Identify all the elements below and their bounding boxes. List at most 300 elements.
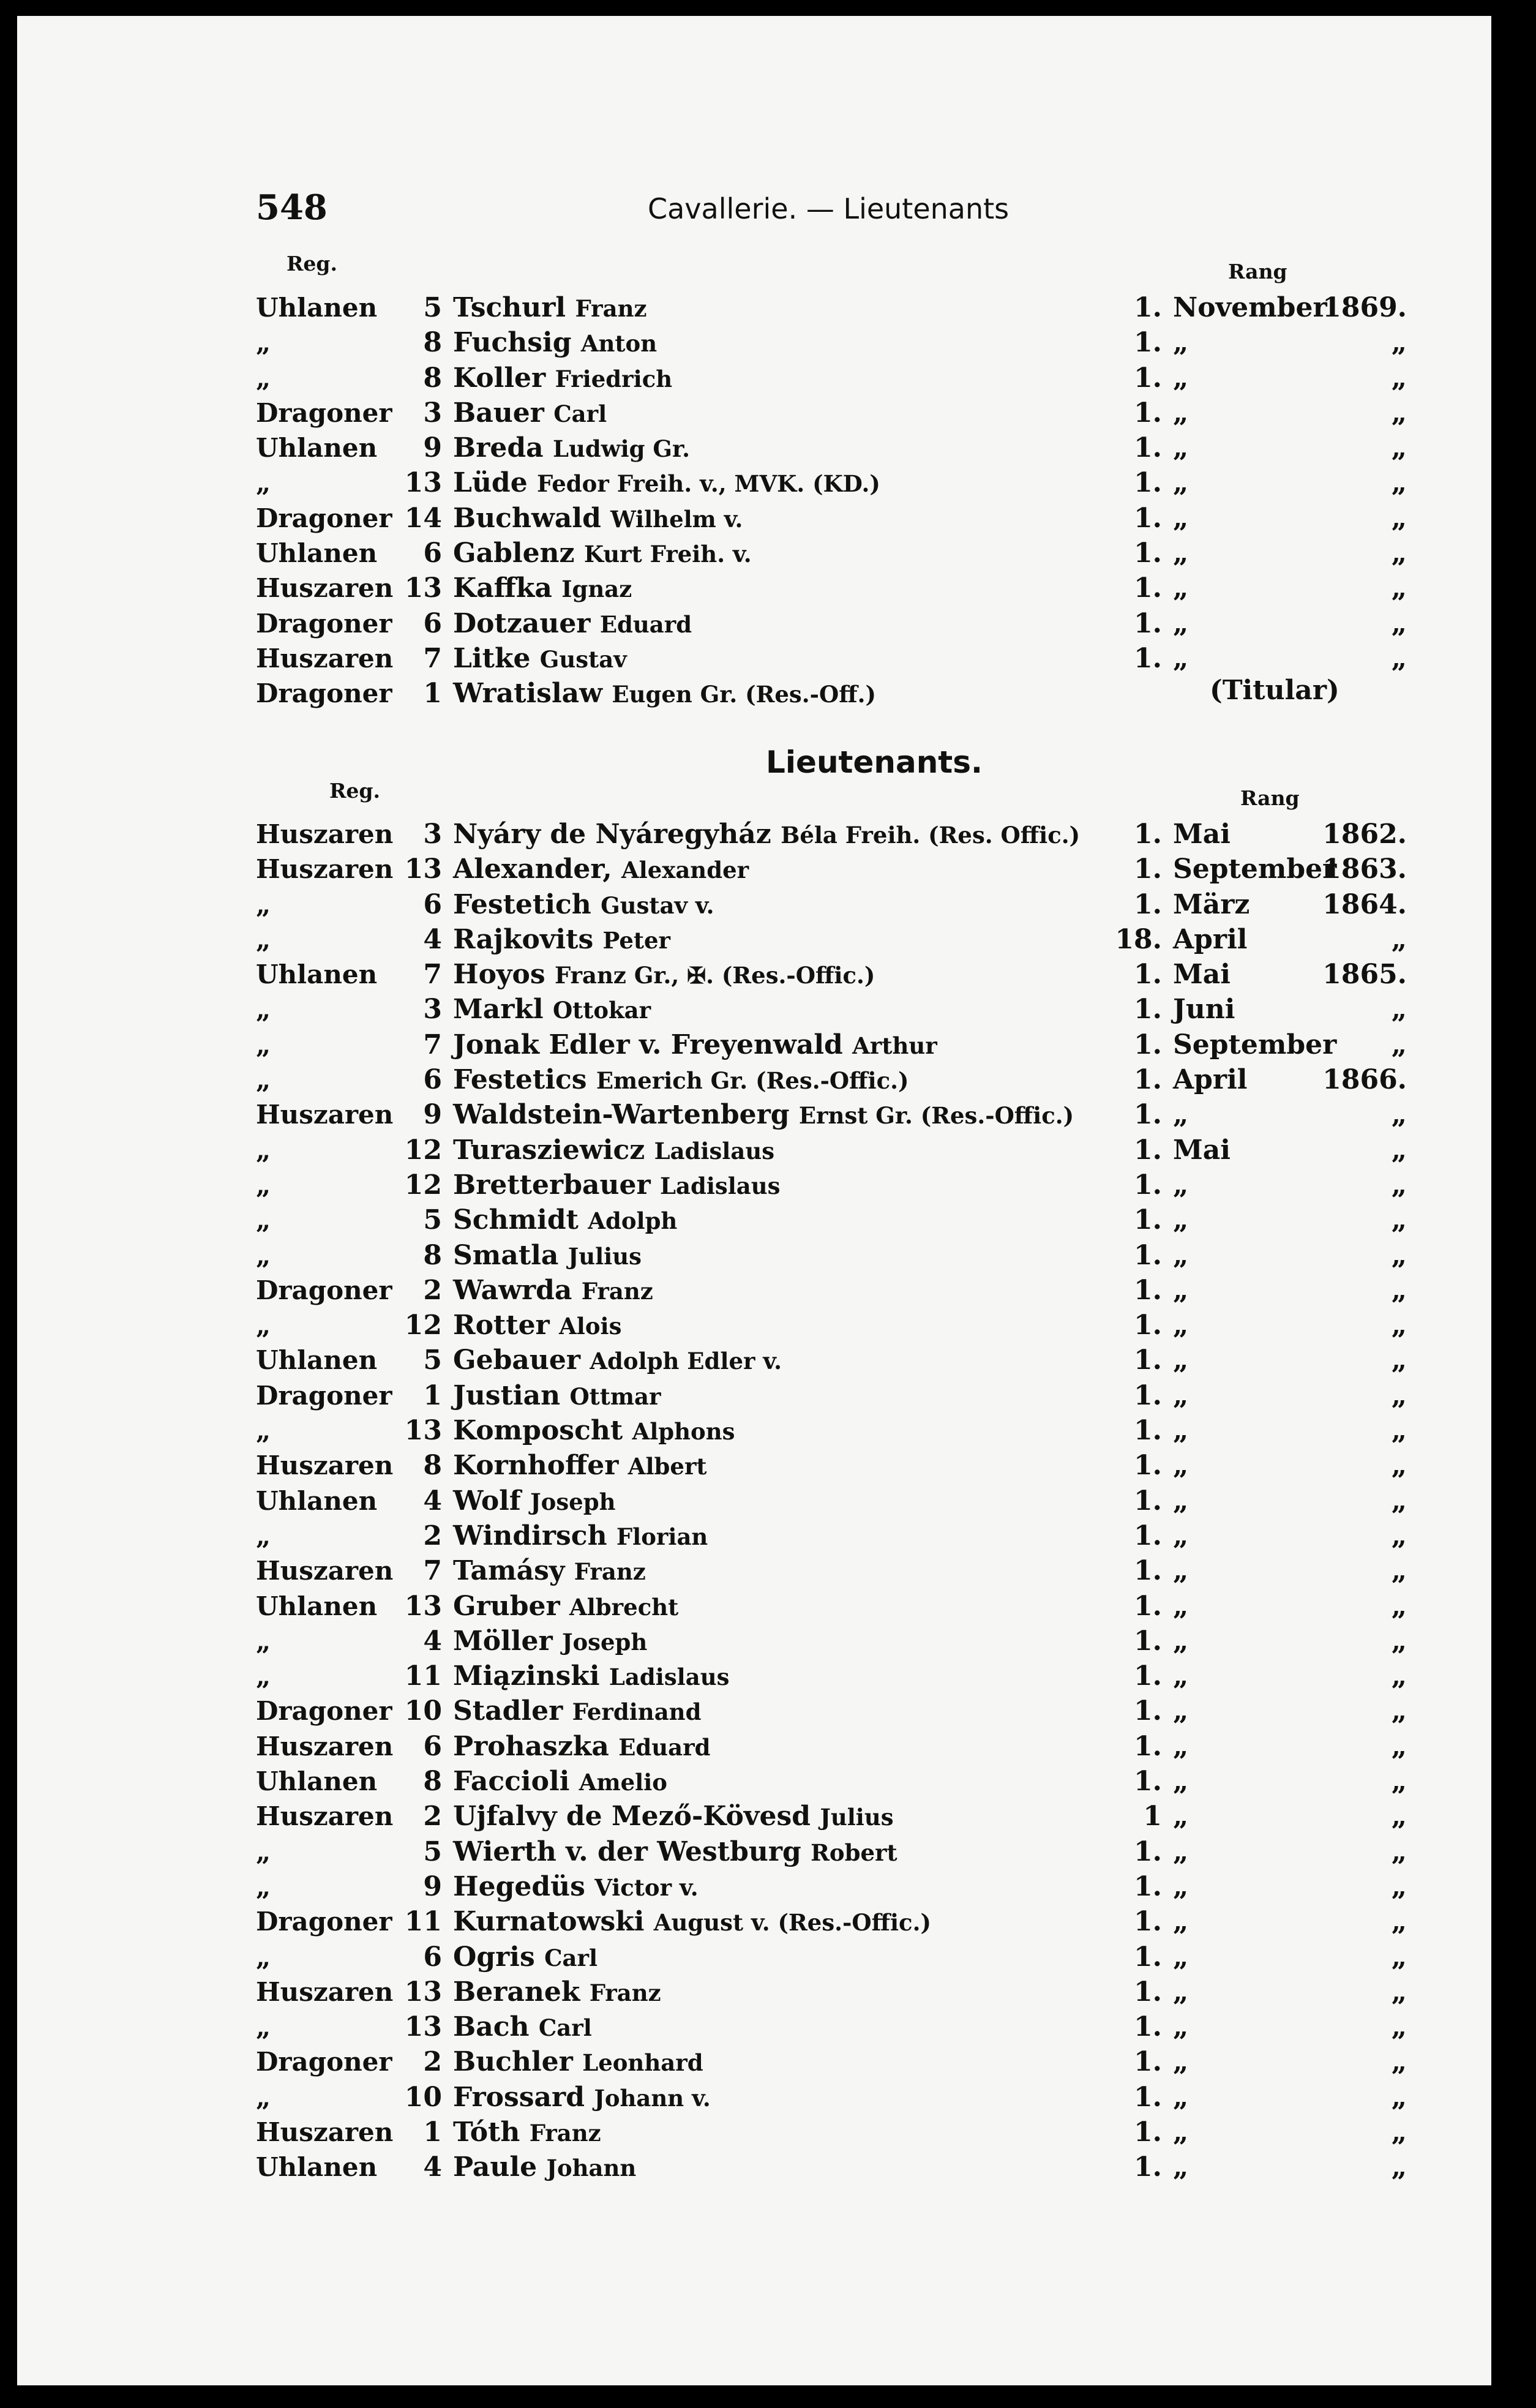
rank-day: 1.	[1134, 1485, 1162, 1517]
rank-year: „	[1391, 467, 1407, 499]
officer-surname: Jonak Edler v. Freyenwald	[453, 1029, 843, 1060]
rank-day: 1.	[1134, 1274, 1162, 1306]
officer-row	[17, 1027, 1491, 1062]
regiment-corps: „	[256, 924, 271, 955]
officer-given-name: Ernst Gr. (Res.-Offic.)	[798, 1102, 1074, 1130]
regiment-number: 6	[423, 1941, 442, 1973]
regiment-corps: Huszaren	[256, 2117, 394, 2147]
regiment-corps: Uhlanen	[256, 433, 378, 463]
officer-given-name: Eduard	[599, 610, 692, 638]
rank-day: 18.	[1115, 923, 1162, 955]
regiment-number: 11	[404, 1906, 442, 1938]
officer-surname: Ujfalvy de Mező-Kövesd	[453, 1801, 811, 1832]
officer-name	[453, 1904, 931, 1940]
rank-year: „	[1391, 1906, 1407, 1938]
titular-note: (Titular)	[1210, 675, 1339, 706]
officer-name	[453, 676, 876, 712]
officer-surname: Gruber	[453, 1590, 560, 1622]
regiment-number: 8	[423, 362, 442, 394]
officer-name	[453, 1589, 678, 1625]
officer-surname: Bach	[453, 2011, 530, 2043]
rank-day: 1.	[1134, 1730, 1162, 1762]
officer-row	[17, 1940, 1491, 1975]
officer-row	[17, 1869, 1491, 1904]
regiment-corps: Huszaren	[256, 1731, 394, 1761]
officer-given-name: Anton	[580, 330, 657, 358]
regiment-number: 6	[423, 607, 442, 639]
officer-row	[17, 1062, 1491, 1097]
officer-name	[453, 2009, 592, 2046]
officer-name	[453, 325, 657, 361]
rank-year: „	[1391, 1450, 1407, 1482]
rank-month: „	[1173, 1766, 1189, 1798]
officer-surname: Festetich	[453, 888, 591, 920]
rank-month: „	[1173, 572, 1189, 604]
officer-surname: Tóth	[453, 2116, 520, 2148]
regiment-number: 13	[404, 853, 442, 885]
officer-given-name: Kurt Freih. v.	[583, 541, 752, 568]
regiment-corps: Uhlanen	[256, 293, 378, 323]
rank-month: März	[1173, 888, 1250, 920]
officer-row	[17, 536, 1491, 571]
officer-surname: Lüde	[453, 467, 528, 499]
rank-year: „	[1391, 1941, 1407, 1973]
officer-surname: Faccioli	[453, 1766, 570, 1798]
officer-surname: Fuchsig	[453, 327, 572, 359]
rank-month: „	[1173, 1450, 1189, 1482]
rank-month: „	[1173, 1379, 1189, 1411]
rank-day: 1.	[1134, 292, 1162, 323]
rank-month: „	[1173, 1274, 1189, 1306]
officer-given-name: Julius	[820, 1804, 894, 1831]
officer-name	[453, 2115, 601, 2151]
rank-month: „	[1173, 1345, 1189, 1376]
regiment-number: 13	[404, 1590, 442, 1622]
officer-row	[17, 1799, 1491, 1834]
officer-surname: Windirsch	[453, 1520, 607, 1551]
officer-name	[453, 465, 880, 501]
rank-month: „	[1173, 1204, 1189, 1236]
rank-year: „	[1391, 642, 1407, 674]
regiment-corps: Uhlanen	[256, 2152, 378, 2183]
rank-day: 1.	[1134, 1660, 1162, 1692]
rank-month: „	[1173, 2011, 1189, 2043]
rank-month: „	[1173, 432, 1189, 464]
rank-day: 1.	[1134, 1906, 1162, 1938]
officer-given-name: Friedrich	[555, 365, 673, 392]
regiment-corps: Huszaren	[256, 643, 394, 673]
rank-year: „	[1391, 1485, 1407, 1517]
rank-day: 1.	[1134, 1204, 1162, 1236]
rank-year: „	[1391, 397, 1407, 429]
officer-name	[453, 1799, 894, 1835]
officer-surname: Miązinski	[453, 1660, 600, 1692]
officer-given-name: Fedor Freih. v., MVK. (KD.)	[537, 470, 880, 498]
regiment-corps: „	[256, 1135, 271, 1165]
officer-given-name: Eugen Gr. (Res.-Off.)	[612, 681, 876, 708]
officer-row	[17, 1413, 1491, 1448]
regiment-number: 8	[423, 1450, 442, 1482]
regiment-number: 4	[423, 1485, 442, 1517]
page-number: 548	[256, 187, 328, 228]
officer-given-name: Alphons	[632, 1418, 735, 1446]
rank-month: „	[1173, 362, 1189, 394]
rank-month: „	[1173, 1906, 1189, 1938]
rank-month: Mai	[1173, 819, 1231, 850]
rank-day: 1.	[1134, 1450, 1162, 1482]
rank-day: 1.	[1134, 1836, 1162, 1867]
rank-year: „	[1391, 923, 1407, 955]
officer-surname: Waldstein-Wartenberg	[453, 1099, 790, 1131]
officer-surname: Gablenz	[453, 538, 575, 569]
rank-month: „	[1173, 538, 1189, 569]
regiment-number: 7	[423, 1555, 442, 1587]
regiment-number: 3	[423, 819, 442, 850]
officer-given-name: August v. (Res.-Offic.)	[653, 1909, 931, 1937]
rank-day: 1.	[1134, 607, 1162, 639]
book-page	[17, 16, 1491, 2385]
rank-day: 1.	[1134, 1134, 1162, 1166]
lieutenants-list	[17, 817, 1491, 2185]
regiment-corps: „	[256, 1661, 271, 1692]
regiment-number: 7	[423, 959, 442, 991]
regiment-number: 1	[423, 2116, 442, 2148]
rank-day: 1.	[1134, 994, 1162, 1026]
regiment-number: 2	[423, 1520, 442, 1551]
officer-name	[453, 1273, 653, 1309]
officer-row	[17, 1483, 1491, 1518]
regiment-corps: Dragoner	[256, 678, 392, 709]
officer-surname: Rotter	[453, 1310, 550, 1341]
officer-surname: Bauer	[453, 397, 544, 429]
officer-surname: Hoyos	[453, 959, 545, 991]
officer-given-name: Ottmar	[569, 1382, 661, 1410]
regiment-number: 13	[404, 467, 442, 499]
rank-day: 1.	[1134, 362, 1162, 394]
regiment-corps: Uhlanen	[256, 1485, 378, 1516]
officer-row	[17, 396, 1491, 430]
section-title: Lieutenants.	[766, 745, 983, 780]
officer-surname: Dotzauer	[453, 607, 591, 639]
rank-year: „	[1391, 538, 1407, 569]
officer-given-name: Alexander	[621, 857, 749, 884]
officer-name	[453, 1624, 647, 1660]
regiment-corps: Huszaren	[256, 1976, 394, 2007]
regiment-number: 11	[404, 1660, 442, 1692]
officer-given-name: Carl	[538, 2014, 592, 2042]
rank-month: „	[1173, 1625, 1189, 1657]
regiment-number: 6	[423, 1730, 442, 1762]
officer-name	[453, 1027, 937, 1063]
officer-row	[17, 1834, 1491, 1869]
regiment-number: 3	[423, 994, 442, 1026]
regiment-corps: Uhlanen	[256, 1766, 378, 1797]
rank-month: „	[1173, 2116, 1189, 2148]
officer-surname: Litke	[453, 642, 531, 674]
officer-row	[17, 817, 1491, 852]
rank-year: „	[1391, 1870, 1407, 1902]
rank-day: 1.	[1134, 467, 1162, 499]
officer-given-name: Ludwig Gr.	[552, 435, 690, 463]
regiment-corps: „	[256, 468, 271, 498]
rank-month: „	[1173, 2151, 1189, 2183]
rank-column-header: Rang	[1228, 260, 1287, 283]
rank-month: „	[1173, 1590, 1189, 1622]
officer-surname: Wratislaw	[453, 678, 603, 710]
regiment-corps: Dragoner	[256, 503, 392, 533]
rank-month: Mai	[1173, 959, 1231, 991]
regiment-number: 7	[423, 1029, 442, 1060]
rank-year: 1864.	[1322, 888, 1407, 920]
officer-row	[17, 922, 1491, 957]
rank-day: 1.	[1134, 1379, 1162, 1411]
officer-name	[453, 290, 646, 326]
regiment-corps: „	[256, 328, 271, 358]
regiment-number: 1	[423, 1379, 442, 1411]
rank-day: 1.	[1134, 1870, 1162, 1902]
rank-month: „	[1173, 467, 1189, 499]
rank-month: April	[1173, 923, 1248, 955]
rank-year: „	[1391, 1555, 1407, 1587]
officer-name	[453, 1097, 1074, 1133]
officer-name	[453, 922, 670, 958]
rank-month: September	[1173, 1029, 1337, 1060]
officer-name	[453, 817, 1080, 853]
officer-surname: Festetics	[453, 1064, 587, 1096]
rank-day: 1.	[1134, 1976, 1162, 2008]
rank-year: „	[1391, 502, 1407, 534]
regiment-number: 2	[423, 2046, 442, 2078]
rank-day: 1	[1143, 1801, 1162, 1832]
regiment-number: 9	[423, 432, 442, 464]
rank-year: „	[1391, 1274, 1407, 1306]
regiment-corps: „	[256, 2012, 271, 2042]
officer-name	[453, 1693, 701, 1730]
rank-day: 1.	[1134, 642, 1162, 674]
officer-given-name: Franz	[529, 2119, 601, 2147]
officer-name	[453, 396, 607, 432]
officer-surname: Alexander,	[453, 853, 612, 885]
regiment-corps: Uhlanen	[256, 1345, 378, 1376]
officer-row	[17, 1589, 1491, 1624]
officer-row	[17, 430, 1491, 465]
officer-row	[17, 2009, 1491, 2044]
rank-year: „	[1391, 1590, 1407, 1622]
rank-day: 1.	[1134, 2116, 1162, 2148]
rank-month: „	[1173, 1801, 1189, 1832]
rank-year: „	[1391, 1169, 1407, 1201]
officer-row	[17, 852, 1491, 887]
rank-day: 1.	[1134, 1169, 1162, 1201]
officer-given-name: Ottokar	[552, 997, 651, 1024]
officer-row	[17, 1273, 1491, 1308]
rank-year: „	[1391, 1520, 1407, 1551]
rank-month: „	[1173, 397, 1189, 429]
regiment-number: 6	[423, 538, 442, 569]
rank-year: 1862.	[1322, 819, 1407, 850]
officer-surname: Hegedüs	[453, 1870, 585, 1902]
officer-given-name: Victor v.	[594, 1874, 699, 1901]
rank-year: 1865.	[1322, 959, 1407, 991]
officer-row	[17, 1518, 1491, 1553]
rank-day: 1.	[1134, 1415, 1162, 1447]
rank-month: „	[1173, 1730, 1189, 1762]
officer-surname: Buchwald	[453, 502, 601, 534]
officer-row	[17, 641, 1491, 676]
rank-day: 1.	[1134, 1029, 1162, 1060]
rank-day: 1.	[1134, 1310, 1162, 1341]
officer-given-name: Béla Freih. (Res. Offic.)	[781, 822, 1081, 849]
rank-day: 1.	[1134, 819, 1162, 850]
officer-row	[17, 290, 1491, 325]
regiment-corps: „	[256, 1065, 271, 1095]
rank-day: 1.	[1134, 432, 1162, 464]
officer-surname: Ogris	[453, 1941, 535, 1973]
rank-day: 1.	[1134, 1064, 1162, 1096]
officer-surname: Möller	[453, 1625, 553, 1657]
rank-month: „	[1173, 607, 1189, 639]
officer-row	[17, 1343, 1491, 1378]
rank-year: „	[1391, 1730, 1407, 1762]
officer-name	[453, 2080, 711, 2116]
rank-day: 1.	[1134, 1555, 1162, 1587]
officer-surname: Gebauer	[453, 1345, 581, 1376]
officer-given-name: Albrecht	[569, 1593, 679, 1621]
regiment-corps: Huszaren	[256, 1556, 394, 1586]
rank-year: „	[1391, 994, 1407, 1026]
rank-month: „	[1173, 2046, 1189, 2078]
officer-name	[453, 1764, 667, 1800]
regiment-corps: Huszaren	[256, 1801, 394, 1832]
rank-day: 1.	[1134, 2081, 1162, 2113]
rank-year: „	[1391, 432, 1407, 464]
rank-month: „	[1173, 642, 1189, 674]
officer-given-name: Alois	[559, 1313, 622, 1340]
regiment-corps: „	[256, 1520, 271, 1551]
officer-name	[453, 2044, 703, 2080]
officer-row	[17, 325, 1491, 360]
officer-given-name: Florian	[616, 1523, 708, 1550]
regiment-corps: „	[256, 1029, 271, 1060]
officer-given-name: Arthur	[852, 1032, 937, 1059]
rank-year: „	[1391, 362, 1407, 394]
officer-name	[453, 1062, 909, 1098]
regiment-number: 14	[404, 502, 442, 534]
officer-given-name: Albert	[628, 1453, 707, 1480]
regiment-number: 13	[404, 2011, 442, 2043]
officer-surname: Frossard	[453, 2081, 585, 2113]
officer-name	[453, 887, 714, 923]
rank-day: 1.	[1134, 1239, 1162, 1271]
rank-month: „	[1173, 1485, 1189, 1517]
officer-row	[17, 1097, 1491, 1132]
regiment-number: 5	[423, 292, 442, 323]
regiment-number: 10	[404, 1695, 442, 1727]
regiment-number: 8	[423, 1239, 442, 1271]
officer-surname: Tschurl	[453, 292, 566, 323]
officer-row	[17, 1904, 1491, 1939]
rank-day: 1.	[1134, 572, 1162, 604]
rank-year: „	[1391, 327, 1407, 359]
officer-row	[17, 957, 1491, 992]
rank-month: Mai	[1173, 1134, 1231, 1166]
rank-month: „	[1173, 1310, 1189, 1341]
regiment-corps: Huszaren	[256, 573, 394, 604]
rank-column-header-2: Rang	[1240, 786, 1300, 810]
officer-name	[453, 1202, 677, 1239]
officer-surname: Justian	[453, 1379, 561, 1411]
rank-month: „	[1173, 1695, 1189, 1727]
officer-given-name: Ladislaus	[654, 1137, 775, 1165]
regiment-corps: „	[256, 889, 271, 920]
officer-given-name: Ladislaus	[659, 1172, 781, 1199]
officer-name	[453, 992, 651, 1028]
regiment-number: 12	[404, 1169, 442, 1201]
officer-name	[453, 1413, 735, 1449]
rank-day: 1.	[1134, 1590, 1162, 1622]
rank-month: „	[1173, 1660, 1189, 1692]
rank-year: „	[1391, 607, 1407, 639]
officer-given-name: Ferdinand	[572, 1698, 702, 1726]
rank-month: „	[1173, 1836, 1189, 1867]
officer-given-name: Franz	[575, 295, 647, 322]
rank-year: „	[1391, 1204, 1407, 1236]
officer-name	[453, 1659, 729, 1695]
officer-surname: Nyáry de Nyáregyház	[453, 819, 771, 850]
regiment-corps: Dragoner	[256, 397, 392, 428]
officer-row	[17, 1308, 1491, 1343]
rank-day: 1.	[1134, 1625, 1162, 1657]
regiment-number: 5	[423, 1836, 442, 1867]
officer-name	[453, 1483, 615, 1520]
officer-surname: Kaffka	[453, 572, 552, 604]
officer-row	[17, 2080, 1491, 2115]
officer-given-name: Franz	[581, 1277, 653, 1305]
rank-year: „	[1391, 1976, 1407, 2008]
officer-surname: Prohaszka	[453, 1730, 609, 1762]
regiment-number: 10	[404, 2081, 442, 2113]
officer-given-name: Franz	[574, 1558, 646, 1586]
officer-name	[453, 1869, 699, 1905]
regiment-number: 13	[404, 1415, 442, 1447]
officer-name	[453, 1378, 661, 1414]
rank-month: „	[1173, 1520, 1189, 1551]
officer-surname: Kurnatowski	[453, 1906, 645, 1938]
officer-given-name: Robert	[811, 1839, 897, 1866]
regiment-corps: „	[256, 2082, 271, 2112]
regiment-corps: Huszaren	[256, 854, 394, 885]
rank-day: 1.	[1134, 502, 1162, 534]
officer-name	[453, 1975, 661, 2011]
officer-row	[17, 1378, 1491, 1413]
rank-day: 1.	[1134, 327, 1162, 359]
regiment-number: 12	[404, 1310, 442, 1341]
rank-year: „	[1391, 1660, 1407, 1692]
regiment-corps: „	[256, 1941, 271, 1972]
officer-row	[17, 2115, 1491, 2150]
rank-year: 1866.	[1322, 1064, 1407, 1096]
first-officer-list	[17, 290, 1491, 711]
rank-year: „	[1391, 1695, 1407, 1727]
officer-row	[17, 1133, 1491, 1168]
rank-month: September	[1173, 853, 1337, 885]
regiment-corps: „	[256, 1626, 271, 1656]
rank-month: „	[1173, 1941, 1189, 1973]
rank-year: „	[1391, 1625, 1407, 1657]
officer-name	[453, 1168, 780, 1204]
regiment-corps: „	[256, 994, 271, 1025]
officer-surname: Rajkovits	[453, 923, 594, 955]
